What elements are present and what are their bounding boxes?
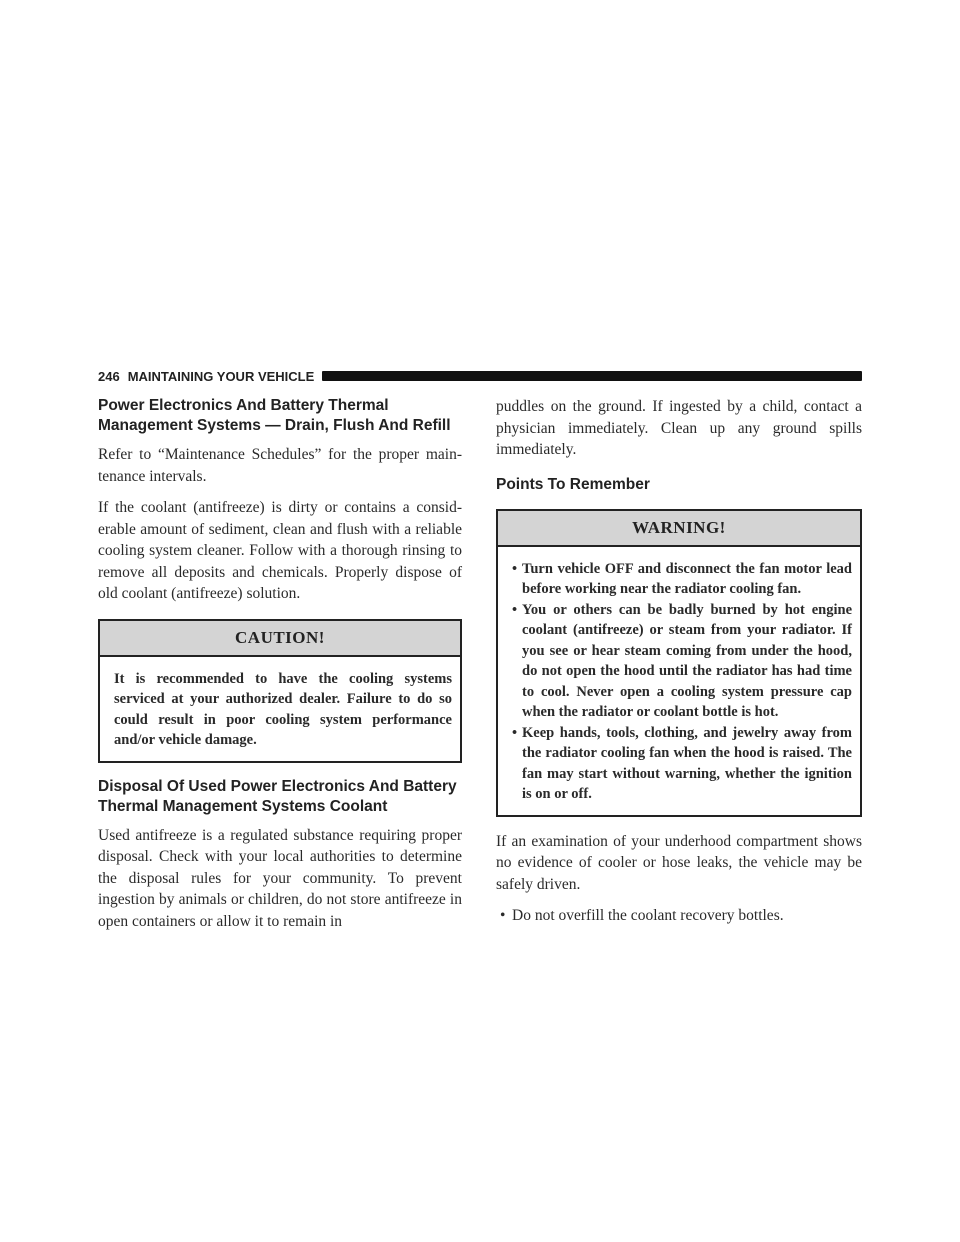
paragraph-underhood-check: If an examination of your underhood compartment shows no evidence of cooler or hose leaks, the vehicle may be safely driven.	[496, 832, 862, 893]
warning-item: • You or others can be badly burned by hot engine coolant (antifreeze) or steam from your radiator. If you see or hear steam coming from under the hood, do not open the hood until the radiator has had time to cool. Never open a cooling system pressure cap when the radiator or coolant bottle is hot.	[512, 600, 852, 723]
paragraph-disposal: Used antifreeze is a regulated substance requiring proper disposal. Check with your local authorities to determine the disposal rules for your community. To prevent ingestion by animals or children, do not store antifreeze in open containers or allow it to remain in	[98, 826, 462, 930]
page-header	[98, 366, 862, 386]
heading-coolant-disposal: Disposal Of Used Power Electronics And Battery Thermal Management Systems Coolant	[98, 777, 457, 815]
paragraph-maintenance-intervals: Refer to “Maintenance Schedules” for the proper main-tenance intervals.	[98, 446, 462, 485]
bullet-dot-icon: •	[512, 560, 518, 577]
bullet-dot-icon: •	[500, 907, 506, 924]
caution-text: It is recommended to have the cooling systems serviced at your authorized dealer. Failure to do so could result in poor cooling system performance and/or vehicle damage.	[114, 670, 452, 748]
paragraph-ground-spills: puddles on the ground. If ingested by a child, contact a physician immediately. Clean up any ground spills immediately.	[496, 398, 862, 458]
list-item: • Do not overfill the coolant recovery bottles.	[500, 905, 862, 927]
left-column	[98, 396, 462, 942]
paragraph-coolant-flush: If the coolant (antifreeze) is dirty or contains a consid-erable amount of sediment, clean and flush with a reliable cooling system cleaner. Follow with a thorough rinsing to remove all deposits and chemicals. Properly dispose of old coolant (antifreeze) solution.	[98, 499, 462, 602]
bullet-dot-icon: •	[512, 601, 518, 618]
warning-title: WARNING!	[498, 511, 860, 547]
caution-box	[98, 619, 462, 763]
header-rule	[322, 371, 862, 381]
warning-list	[498, 547, 860, 815]
section-title: MAINTAINING YOUR VEHICLE	[127, 368, 315, 384]
bullet-dot-icon: •	[512, 724, 518, 741]
page-number: 246	[98, 368, 120, 384]
heading-drain-flush-refill: Power Electronics And Battery Thermal Management Systems — Drain, Flush And Refill	[98, 397, 451, 434]
caution-title: CAUTION!	[100, 621, 460, 657]
warning-item: • Turn vehicle OFF and disconnect the fan motor lead before working near the radiator cooling fan.	[512, 559, 852, 600]
warning-box	[496, 509, 862, 817]
heading-points-to-remember: Points To Remember	[496, 475, 650, 493]
warning-item: • Keep hands, tools, clothing, and jewelry away from the radiator cooling fan when the hood is raised. The fan may start without warning, whether the ignition is on or off.	[512, 723, 852, 805]
right-column	[496, 396, 862, 927]
